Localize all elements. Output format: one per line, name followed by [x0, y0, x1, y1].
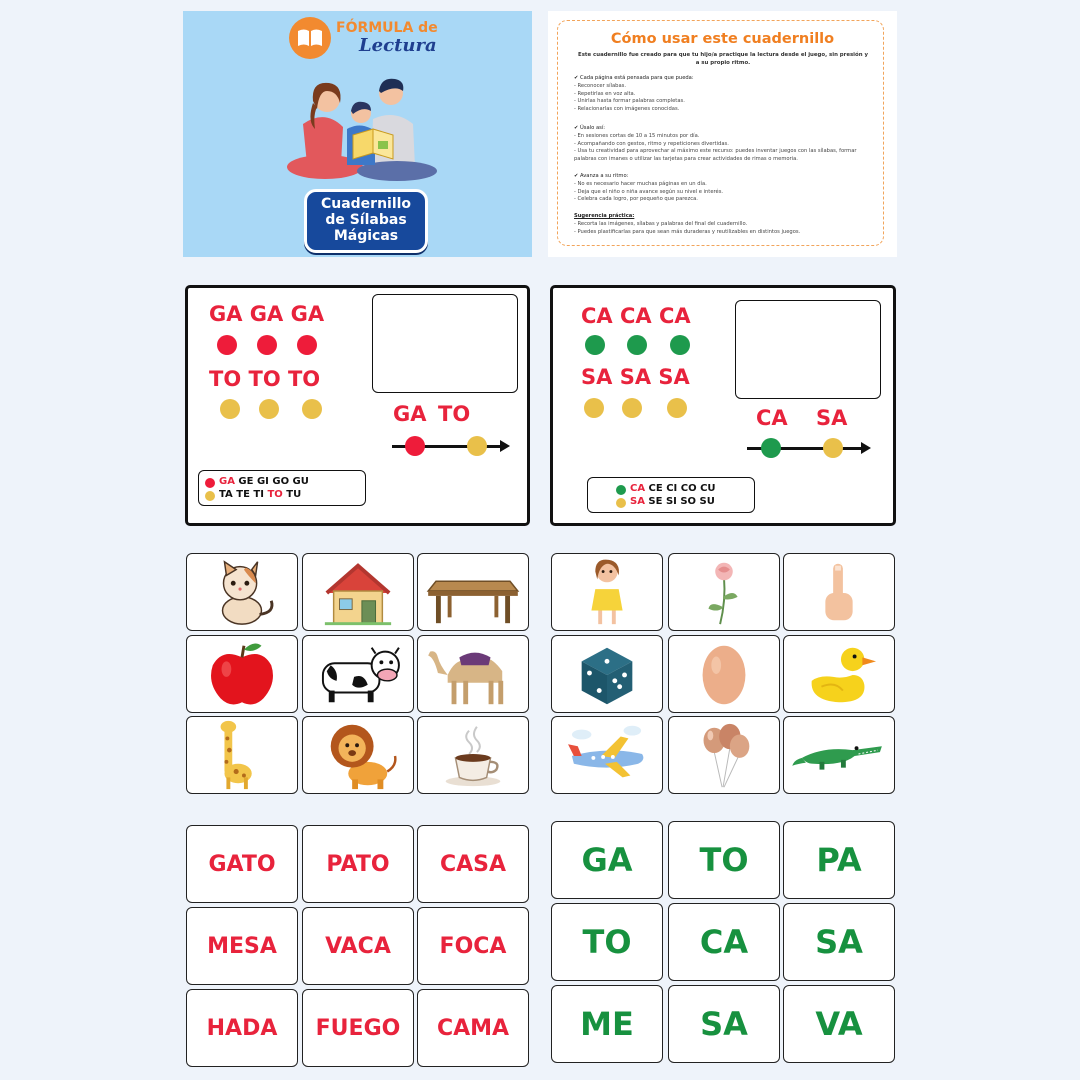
instructions-section-1: [574, 75, 879, 114]
picture-card-dice[interactable]: [551, 635, 663, 713]
picture-card-duck[interactable]: [783, 635, 895, 713]
picture-card-egg[interactable]: [668, 635, 780, 713]
syllable-board-gato: [185, 285, 530, 526]
suggestion-item: - Recorta las imágenes, sílabas y palabras del final del cuadernillo.: [574, 220, 748, 227]
lion-icon: [303, 717, 413, 793]
word-card[interactable]: VACA: [302, 907, 414, 985]
section-1-item: - Relacionarlas con imágenes conocidas.: [574, 106, 680, 113]
section-2-item: - Acompañando con gestos, ritmo y repeticiones divertidas.: [574, 140, 729, 147]
syllable-card[interactable]: SA: [783, 903, 895, 981]
yellow-dot: [259, 399, 279, 419]
word-syllable-ga: GA: [393, 402, 427, 426]
duck-icon: [784, 636, 894, 712]
table-icon: [418, 554, 528, 630]
camel-icon: [418, 636, 528, 712]
section-2-item: - Usa tu creatividad para aprovechar al máximo este recurso: puedes inventar juegos con las sílabas, formar palabras con imanes o utilizar las tarjetas para crear actividades de rimas o memoria.: [574, 148, 857, 163]
rose-icon: [669, 554, 779, 630]
section-3-item: - No es necesario hacer muchas páginas en un día.: [574, 180, 707, 187]
picture-card-camel[interactable]: [417, 635, 529, 713]
syllable-board-casa: [550, 285, 896, 526]
yellow-dot: [302, 399, 322, 419]
syllable-card[interactable]: TO: [551, 903, 663, 981]
section-1-item: - Unirlas hasta formar palabras completas.: [574, 98, 685, 105]
dice-icon: [552, 636, 662, 712]
picture-card-apple[interactable]: [186, 635, 298, 713]
instructions-title: Cómo usar este cuadernillo: [610, 31, 835, 47]
suggestion-heading: Sugerencia práctica:: [574, 213, 635, 219]
green-dot: [670, 335, 690, 355]
picture-card-crocodile[interactable]: [783, 716, 895, 794]
finger-icon: [784, 554, 894, 630]
picture-card-balloons[interactable]: [668, 716, 780, 794]
section-1-item: - Reconocer sílabas.: [574, 82, 626, 89]
picture-frame: [735, 300, 881, 399]
arrow-head-icon: [861, 442, 871, 454]
syllable-card[interactable]: VA: [783, 985, 895, 1063]
green-dot: [761, 438, 781, 458]
picture-card-rose[interactable]: [668, 553, 780, 631]
syllable-card[interactable]: GA: [551, 821, 663, 899]
yellow-dot: [616, 498, 626, 508]
syllable-card[interactable]: CA: [668, 903, 780, 981]
apple-icon: [187, 636, 297, 712]
coffee-cup-icon: [418, 717, 528, 793]
word-syllable-to: TO: [438, 402, 471, 426]
picture-card-lion[interactable]: [302, 716, 414, 794]
yellow-dot: [622, 398, 642, 418]
house-icon: [303, 554, 413, 630]
word-card[interactable]: FUEGO: [302, 989, 414, 1067]
word-card[interactable]: HADA: [186, 989, 298, 1067]
syllable-legend: [587, 477, 755, 513]
arrow-head-icon: [500, 440, 510, 452]
cover-title-line1: Cuadernillo: [320, 196, 412, 212]
syllable-ga-repeat: GA GA GA: [209, 302, 325, 326]
syllable-card[interactable]: PA: [783, 821, 895, 899]
picture-card-cat[interactable]: [186, 553, 298, 631]
instructions-intro: Este cuadernillo fue creado para que tu hijo/a practique la lectura desde el juego, sin presión y a su propio ritmo.: [578, 52, 868, 66]
legend-row-s: SA SE SI SO SU: [630, 496, 715, 507]
red-dot: [297, 335, 317, 355]
instructions-section-2: [574, 125, 879, 164]
syllable-card[interactable]: TO: [668, 821, 780, 899]
balloons-icon: [669, 717, 779, 793]
syllable-to-repeat: TO TO TO: [209, 367, 321, 391]
logo-text-formula: FÓRMULA de: [336, 20, 438, 36]
cow-icon: [303, 636, 413, 712]
picture-frame: [372, 294, 518, 393]
syllable-legend: [198, 470, 366, 506]
word-syllable-ca: CA: [756, 406, 788, 430]
giraffe-icon: [187, 717, 297, 793]
book-logo-icon: [289, 17, 331, 59]
section-3-item: - Celebra cada logro, por pequeño que parezca.: [574, 196, 698, 203]
green-dot: [585, 335, 605, 355]
instructions-page: [548, 11, 897, 257]
red-dot: [217, 335, 237, 355]
picture-card-giraffe[interactable]: [186, 716, 298, 794]
section-2-item: - En sesiones cortas de 10 a 15 minutos por día.: [574, 132, 700, 139]
green-dot: [616, 485, 626, 495]
yellow-dot: [467, 436, 487, 456]
picture-card-table[interactable]: [417, 553, 529, 631]
red-dot: [257, 335, 277, 355]
section-3-item: - Deja que el niño o niña avance según su nivel e interés.: [574, 188, 724, 195]
girl-icon: [552, 554, 662, 630]
egg-icon: [669, 636, 779, 712]
airplane-icon: [552, 717, 662, 793]
word-card[interactable]: MESA: [186, 907, 298, 985]
crocodile-icon: [784, 717, 894, 793]
word-card[interactable]: FOCA: [417, 907, 529, 985]
yellow-dot: [823, 438, 843, 458]
picture-card-finger[interactable]: [783, 553, 895, 631]
syllable-ca-repeat: CA CA CA: [581, 304, 691, 328]
yellow-dot: [667, 398, 687, 418]
section-1-item: - Repetirlas en voz alta.: [574, 90, 636, 97]
green-dot: [627, 335, 647, 355]
picture-card-coffee-cup[interactable]: [417, 716, 529, 794]
picture-card-airplane[interactable]: [551, 716, 663, 794]
cover-title-line3: Mágicas: [333, 228, 399, 244]
family-reading-illustration: [283, 69, 443, 184]
picture-card-house[interactable]: [302, 553, 414, 631]
legend-row-g: GA GE GI GO GU: [219, 476, 309, 487]
syllable-card[interactable]: ME: [551, 985, 663, 1063]
cover-title-line2: de Sílabas: [325, 212, 407, 228]
section-1-heading: ✔ Cada página está pensada para que pueda:: [574, 75, 694, 81]
red-dot: [205, 478, 215, 488]
red-dot: [405, 436, 425, 456]
section-2-heading: ✔ Úsalo así:: [574, 125, 606, 131]
cover-page: [183, 11, 532, 257]
word-syllable-sa: SA: [816, 406, 848, 430]
cover-title-badge: [304, 189, 428, 253]
section-3-heading: ✔ Avanza a su ritmo:: [574, 173, 629, 179]
syllable-card[interactable]: SA: [668, 985, 780, 1063]
cat-icon: [187, 554, 297, 630]
word-card[interactable]: CASA: [417, 825, 529, 903]
yellow-dot: [220, 399, 240, 419]
word-card[interactable]: GATO: [186, 825, 298, 903]
yellow-dot: [205, 491, 215, 501]
picture-card-girl[interactable]: [551, 553, 663, 631]
syllable-sa-repeat: SA SA SA: [581, 365, 690, 389]
word-card[interactable]: PATO: [302, 825, 414, 903]
legend-row-c: CA CE CI CO CU: [630, 483, 716, 494]
picture-card-cow[interactable]: [302, 635, 414, 713]
yellow-dot: [584, 398, 604, 418]
logo-text-lectura: Lectura: [359, 35, 437, 56]
word-card[interactable]: CAMA: [417, 989, 529, 1067]
legend-row-t: TA TE TI TO TU: [219, 489, 302, 500]
instructions-suggestion: [574, 213, 879, 236]
instructions-section-3: [574, 173, 879, 204]
suggestion-item: - Puedes plastificarlas para que sean más duraderas y reutilizables en distintos juegos.: [574, 228, 801, 235]
